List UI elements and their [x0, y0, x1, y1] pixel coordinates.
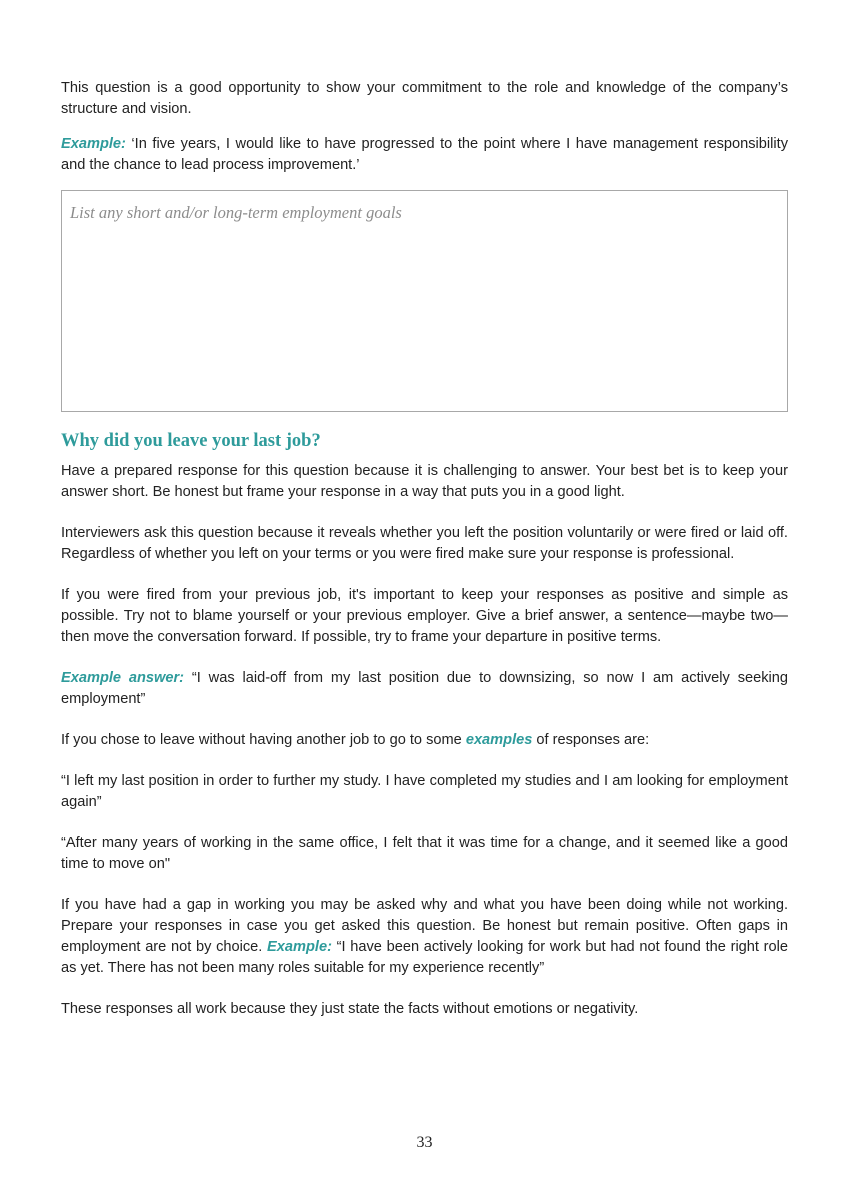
- example-paragraph: [61, 134, 788, 176]
- p4-highlight: examples: [465, 732, 533, 748]
- example-answer-label: Example answer:: [61, 670, 185, 686]
- example-label: Example:: [61, 136, 126, 152]
- section-paragraph-3: If you were fired from your previous job, it's important to keep your responses as positive and simple as possible. Try not to blame yourself or your previous employer. Give a brief answer, a sentence—maybe two— then move the conversation forward. If possible, try to frame your departure in positive terms.: [61, 587, 788, 645]
- section-paragraph-2: Interviewers ask this question because it reveals whether you left the position voluntarily or were fired or laid off. Regardless of whether you left on your terms or you were fired make sure your response is professional.: [61, 525, 788, 562]
- intro-paragraph: This question is a good opportunity to show your commitment to the role and knowledge of the company’s structure and vision.: [61, 80, 788, 117]
- p5-after: “I have been actively looking for work but had not found the right role as yet. There has not been many roles suitable for my experience recently”: [61, 939, 789, 976]
- section-paragraph-5: [61, 895, 788, 979]
- page-number: 33: [416, 1134, 433, 1151]
- page-content: [61, 78, 788, 1020]
- example-answer-paragraph: [61, 668, 788, 710]
- p4-after: of responses are:: [532, 732, 650, 748]
- example-text: ‘In five years, I would like to have progressed to the point where I have management responsibility and the chance to lead process improvement.’: [61, 136, 788, 173]
- goals-placeholder: List any short and/or long-term employment goals: [70, 203, 402, 222]
- employment-goals-textbox[interactable]: [61, 190, 788, 412]
- section-paragraph-1: Have a prepared response for this question because it is challenging to answer. Your best bet is to keep your answer short. Be honest but frame your response in a way that puts you in a good light.: [61, 463, 788, 500]
- section-paragraph-6: These responses all work because they just state the facts without emotions or negativity.: [61, 1001, 639, 1017]
- section-heading: Why did you leave your last job?: [61, 431, 321, 451]
- p5-before: If you have had a gap in working you may be asked why and what you have been doing while not working. Prepare your responses in case you get asked this question. Be honest but remain positive. Often gaps in employment are not by choice.: [61, 897, 788, 955]
- quote-1: “I left my last position in order to further my study. I have completed my studies and I am looking for employment again”: [61, 773, 788, 810]
- p4-before: If you chose to leave without having another job to go to some: [61, 732, 466, 748]
- section-paragraph-4: [61, 730, 788, 751]
- p5-example-label: Example:: [267, 939, 332, 955]
- quote-2: “After many years of working in the same office, I felt that it was time for a change, and it seemed like a good time to move on": [61, 835, 788, 872]
- example-answer-text: “I was laid-off from my last position due to downsizing, so now I am actively seeking employment”: [61, 670, 788, 707]
